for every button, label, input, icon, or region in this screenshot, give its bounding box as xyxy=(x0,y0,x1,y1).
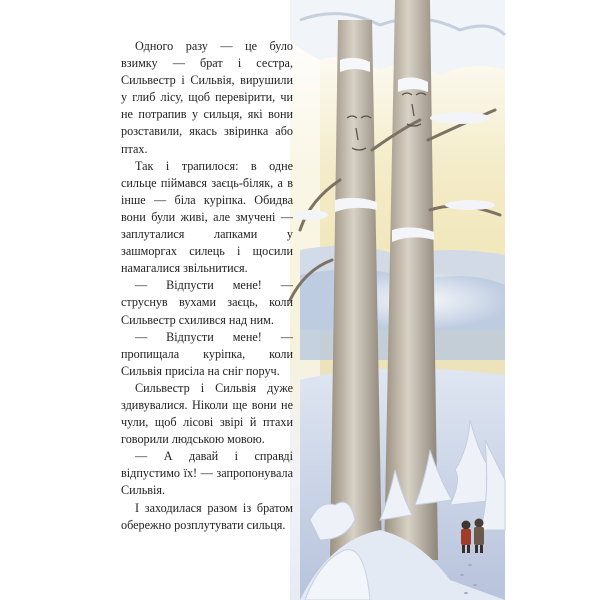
paragraph: Одного разу — це було взимку — брат і сестра, Сильвестр і Сильвія, вирушили у глиб лісу, щоб перевірити, чи не потрапив у сильця, які вони розставили, якась звіринка або птах. xyxy=(121,39,293,156)
paragraph: І заходилася разом із братом обережно розплутувати сильця. xyxy=(121,500,293,532)
paragraph: — Відпусти мене! — струснув вухами заєць, коли Сильвестр схилився над ним. xyxy=(121,278,293,327)
paragraph: — Відпусти мене! — пропищала куріпка, коли Сильвія присіла на сніг поруч. xyxy=(121,329,293,378)
paragraph: Сильвестр і Сильвія дуже здивувалися. Ніколи ще вони не чули, щоб лісові звірі й птахи говорили людською мовою. xyxy=(121,380,293,447)
story-text xyxy=(121,38,293,534)
paragraph: Так і трапилося: в одне сильце піймався заєць-біляк, а в інше — біла куріпка. Обидва вони були живі, але змучені — заплуталися лапками у зашморгах силець і щосили намагалися звільнитися. xyxy=(121,158,293,276)
paragraph: — А давай і справді відпустимо їх! — запропонувала Сильвія. xyxy=(121,449,293,498)
